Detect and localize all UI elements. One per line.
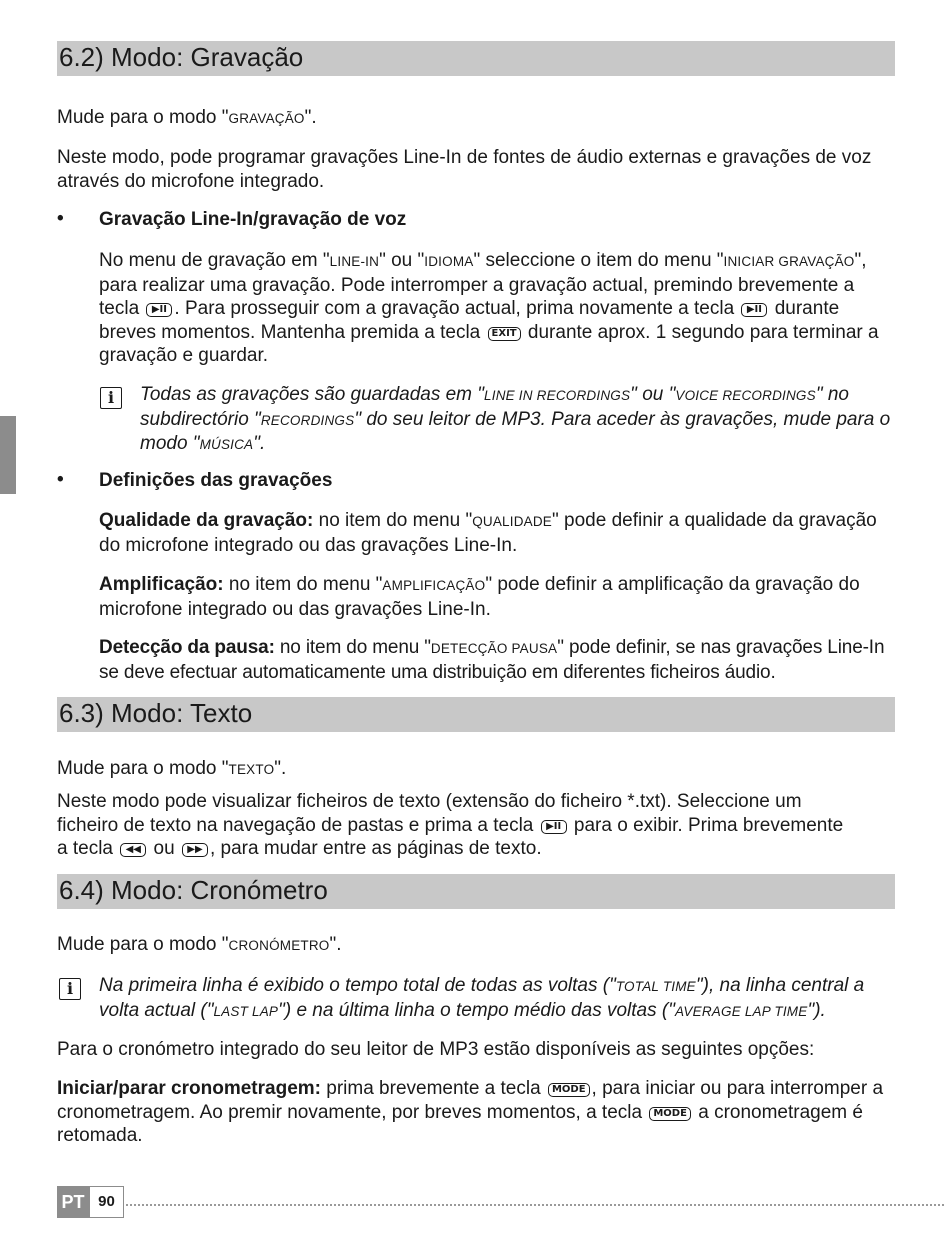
info-icon: i <box>100 387 122 409</box>
play-pause-key-icon: ▶II <box>146 303 172 317</box>
section-header-6-4 <box>57 874 895 909</box>
language-badge: PT <box>57 1186 89 1218</box>
play-pause-key-icon: ▶II <box>741 303 767 317</box>
footer-divider <box>126 1204 944 1206</box>
paragraph: No menu de gravação em "LINE-IN" ou "IDIOMA" seleccione o item do menu "INICIAR GRAVAÇÃO", para realizar uma gravação. Pode interromper a gravação actual, premindo brevemente a tecla ▶II . Para prosseguir com a gravação actual, prima novamente a tecla ▶II durante breves momentos. Mantenha premida a tecla EXIT durante aprox. 1 segundo para terminar a gravação e guardar. <box>99 250 879 366</box>
mode-key-icon: MODE <box>548 1083 590 1097</box>
paragraph: Mude para o modo "TEXTO". <box>57 758 287 779</box>
paragraph: Para o cronómetro integrado do seu leitor de MP3 estão disponíveis as seguintes opções: <box>57 1039 815 1060</box>
bullet-icon: • <box>57 469 64 490</box>
paragraph: Mude para o modo "CRONÓMETRO". <box>57 934 342 955</box>
mode-key-icon: MODE <box>649 1107 691 1121</box>
section-title: 6.4) Modo: Cronómetro <box>59 875 328 905</box>
bullet-icon: • <box>57 208 64 229</box>
paragraph: Qualidade da gravação: no item do menu "QUALIDADE" pode definir a qualidade da gravação do microfone integrado ou das gravações Line-In. <box>99 510 877 556</box>
paragraph: Mude para o modo "GRAVAÇÃO". <box>57 107 317 128</box>
section-header-6-3 <box>57 697 895 732</box>
previous-key-icon: ◀◀ <box>120 843 146 857</box>
bullet-heading: Definições das gravações <box>99 470 333 491</box>
exit-key-icon: EXIT <box>488 327 521 341</box>
info-note: Na primeira linha é exibido o tempo total de todas as voltas ("TOTAL TIME"), na linha central a volta actual ("LAST LAP") e na última linha o tempo médio das voltas ("AVERAGE LAP TIME"). <box>99 975 865 1021</box>
side-tab-marker <box>0 416 16 494</box>
paragraph: Neste modo, pode programar gravações Line-In de fontes de áudio externas e gravações de voz através do microfone integrado. <box>57 147 872 192</box>
play-pause-key-icon: ▶II <box>541 820 567 834</box>
info-note: Todas as gravações são guardadas em "LINE IN RECORDINGS" ou "VOICE RECORDINGS" no subdirectório "RECORDINGS" do seu leitor de MP3. Para aceder às gravações, mude para o modo "MÚSICA". <box>140 384 891 454</box>
paragraph: Detecção da pausa: no item do menu "DETECÇÃO PAUSA" pode definir, se nas gravações Line-In se deve efectuar automaticamente uma distribuição em diferentes ficheiros áudio. <box>99 637 885 683</box>
bullet-heading: Gravação Line-In/gravação de voz <box>99 209 407 230</box>
page-number: 90 <box>89 1186 124 1218</box>
next-key-icon: ▶▶ <box>182 843 208 857</box>
section-title: 6.2) Modo: Gravação <box>59 42 304 72</box>
info-icon: i <box>59 978 81 1000</box>
section-header-6-2 <box>57 41 895 76</box>
paragraph: Neste modo pode visualizar ficheiros de texto (extensão do ficheiro *.txt). Seleccione um ficheiro de texto na navegação de pastas e prima a tecla ▶II para o exibir. Prima brevemente a tecla ◀◀ ou ▶▶ , para mudar entre as páginas de texto. <box>57 791 844 859</box>
section-title: 6.3) Modo: Texto <box>59 698 253 728</box>
paragraph: Iniciar/parar cronometragem: prima brevemente a tecla MODE , para iniciar ou para interromper a cronometragem. Ao premir novamente, por breves momentos, a tecla MODE a cronometragem é retomada. <box>57 1078 884 1146</box>
paragraph: Amplificação: no item do menu "AMPLIFICAÇÃO" pode definir a amplificação da gravação do microfone integrado ou das gravações Line-In. <box>99 574 860 620</box>
